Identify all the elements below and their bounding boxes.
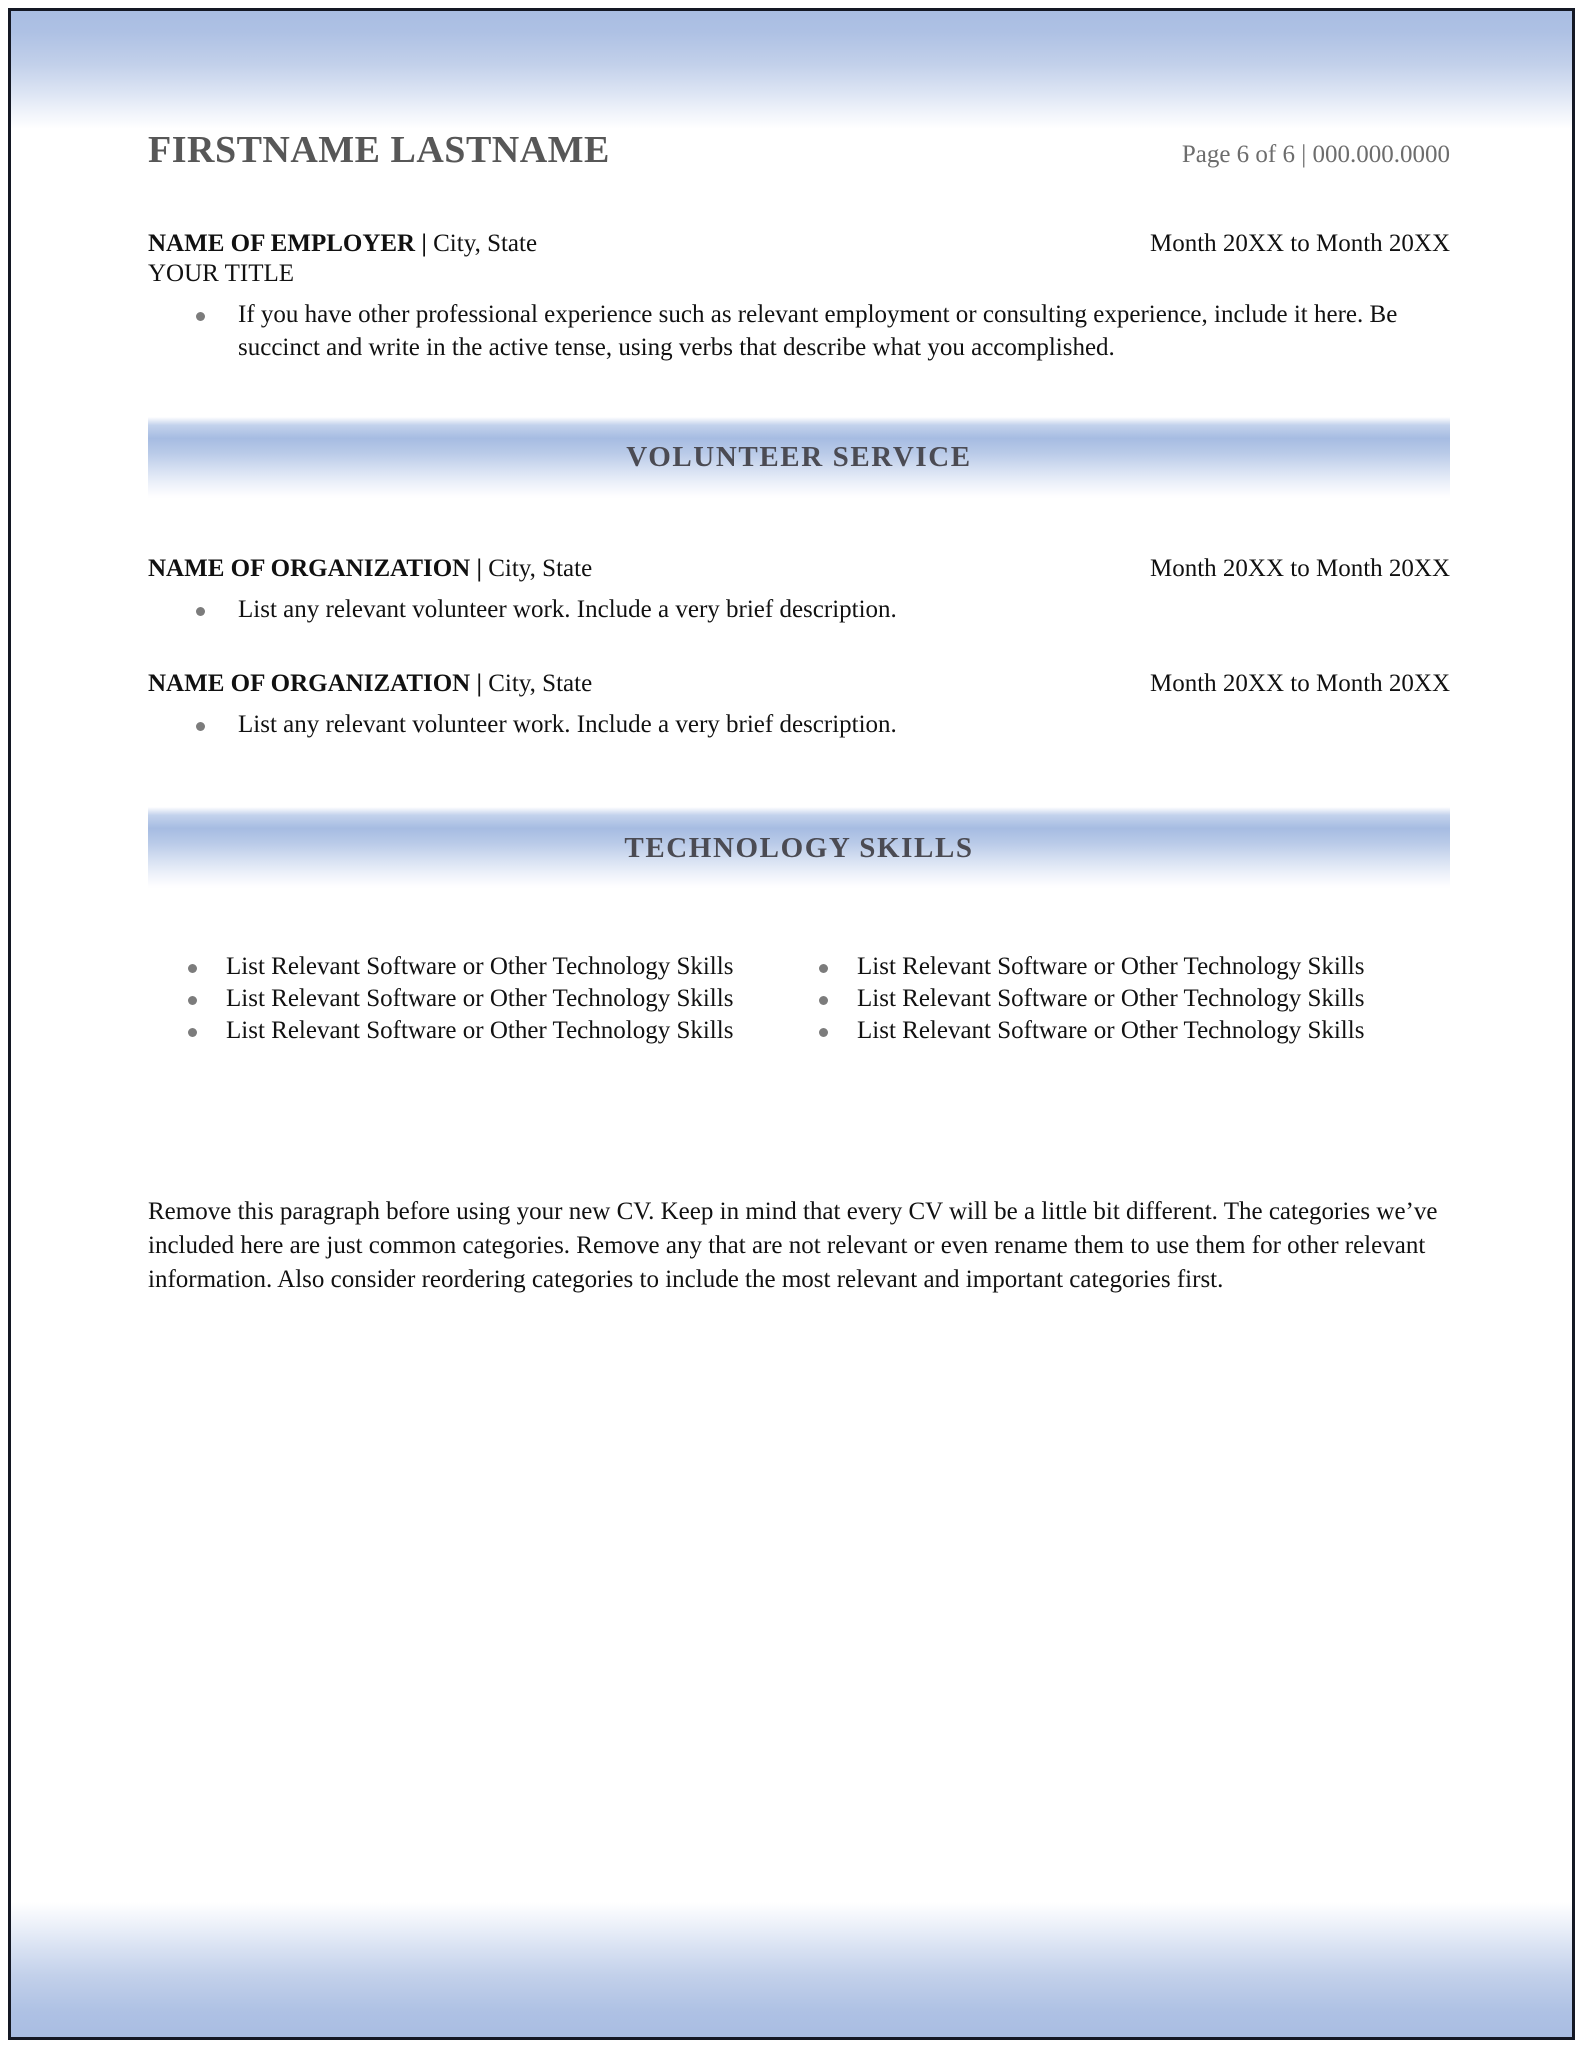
bullet-icon: [819, 964, 828, 973]
list-item-text: List Relevant Software or Other Technology Skills: [857, 1017, 1365, 1044]
bullet-icon: [196, 722, 205, 731]
section-header-technology-skills: [148, 807, 1450, 889]
bullet-icon: [196, 607, 205, 616]
volunteer-bullet-list: [148, 708, 1450, 741]
organization-line: [148, 670, 592, 698]
section-title-text: TECHNOLOGY SKILLS: [624, 831, 974, 864]
organization-date-range: Month 20XX to Month 20XX: [1149, 669, 1450, 697]
list-item: [799, 983, 1450, 1015]
volunteer-entry: [148, 670, 1450, 741]
experience-bullet-list: [148, 298, 1450, 365]
list-item: [799, 951, 1450, 983]
bullet-icon: [188, 1028, 197, 1037]
experience-entry: [148, 230, 1450, 365]
job-title: YOUR TITLE: [148, 260, 295, 287]
page-title: FIRSTNAME LASTNAME: [148, 129, 610, 171]
bullet-icon: [819, 1028, 828, 1037]
technology-skills-columns: [148, 951, 1450, 1047]
skills-column-left: [148, 951, 799, 1047]
employer-name: NAME OF EMPLOYER |: [148, 230, 427, 257]
section-title-text: VOLUNTEER SERVICE: [626, 441, 972, 473]
volunteer-bullet-list: [148, 593, 1450, 626]
list-item: [148, 983, 799, 1015]
list-item: [148, 1015, 799, 1047]
volunteer-entry: [148, 555, 1450, 626]
organization-location: City, State: [481, 669, 593, 697]
volunteer-entry-header: [148, 670, 1450, 698]
employer-date-range: Month 20XX to Month 20XX: [1149, 230, 1450, 257]
list-item-text: List Relevant Software or Other Technology Skills: [226, 953, 734, 980]
bullet-icon: [188, 996, 197, 1005]
employer-line: [148, 230, 537, 258]
bullet-icon: [819, 996, 828, 1005]
skills-list-left: [148, 951, 799, 1047]
list-item-text: List Relevant Software or Other Technology Skills: [857, 985, 1365, 1012]
list-item: [148, 298, 1450, 365]
list-item: [799, 1015, 1450, 1047]
bullet-icon: [188, 964, 197, 973]
organization-name: NAME OF ORGANIZATION |: [148, 669, 482, 697]
list-item-text: List any relevant volunteer work. Include a very brief description.: [238, 595, 897, 623]
list-item: [148, 593, 1450, 626]
bottom-decorative-band: [11, 1902, 1572, 2037]
list-item-text: List Relevant Software or Other Technology Skills: [857, 953, 1365, 980]
skills-column-right: [799, 951, 1450, 1047]
skills-list-right: [799, 951, 1450, 1047]
employer-location: City, State: [426, 230, 538, 257]
list-item: [148, 708, 1450, 741]
document-header: [148, 0, 1450, 172]
organization-name: NAME OF ORGANIZATION |: [148, 554, 482, 582]
closing-instruction-paragraph: Remove this paragraph before using your new CV. Keep in mind that every CV will be a little bit different. The categories we’ve included here are just common categories. Remove any that are not relevant or even rename them to use them for other relevant information. Also consider reordering categories to include the most relevant and important categories first.: [148, 1198, 1438, 1293]
list-item-text: List Relevant Software or Other Technology Skills: [226, 1017, 734, 1044]
list-item-text: If you have other professional experience such as relevant employment or consulting experience, include it here. Be succinct and write in the active tense, using verbs that describe what you accomplished.: [238, 301, 1398, 362]
organization-date-range: Month 20XX to Month 20XX: [1149, 554, 1450, 582]
volunteer-entry-header: [148, 555, 1450, 583]
organization-location: City, State: [481, 554, 593, 582]
bullet-icon: [196, 312, 205, 321]
page-number-and-phone: Page 6 of 6 | 000.000.0000: [1181, 141, 1450, 168]
list-item: [148, 951, 799, 983]
section-header-volunteer-service: [148, 417, 1450, 499]
list-item-text: List any relevant volunteer work. Include a very brief description.: [238, 710, 897, 738]
organization-line: [148, 555, 592, 583]
experience-entry-header: [148, 230, 1450, 258]
list-item-text: List Relevant Software or Other Technology Skills: [226, 985, 734, 1012]
